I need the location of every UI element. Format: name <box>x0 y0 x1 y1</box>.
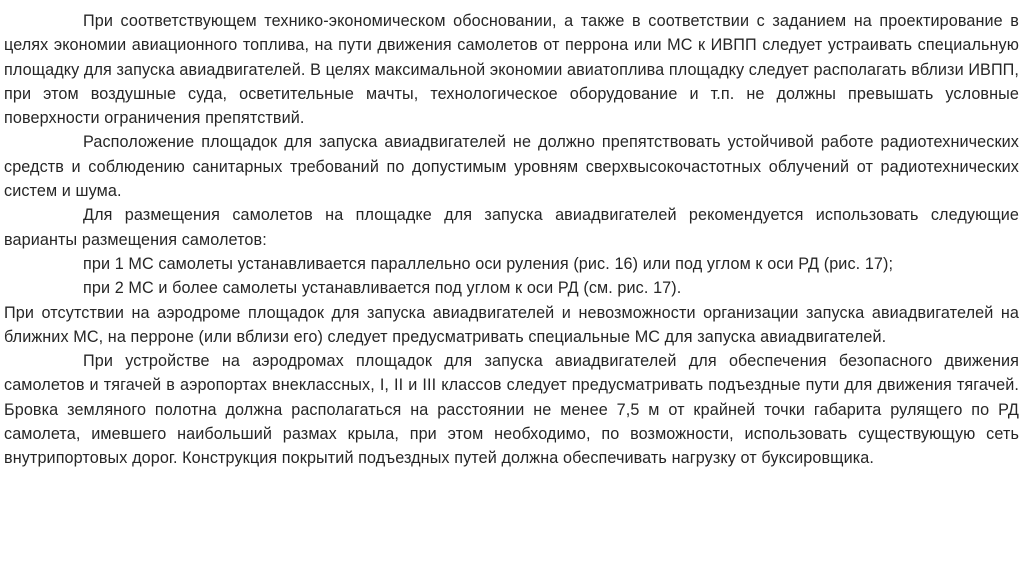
paragraph-engine-run-up-pad: При соответствующем технико-экономическом обосновании, а также в соответствии с заданием на проектирование в целях экономии авиационного топлива, на пути движения самолетов от перрона или МС к ИВПП следует устраивать специальную площадку для запуска авиадвигателей. В целях максимальной экономии авиатоплива площадку следует располагать вблизи ИВПП, при этом воздушные суда, осветительные мачты, технологическое оборудование и т.п. не должны превышать условные поверхности ограничения препятствий. <box>4 12 1020 128</box>
paragraph-no-pads: При отсутствии на аэродроме площадок для запуска авиадвигателей и невозможности организации запуска авиадвигателей на ближних МС, на перроне (или вблизи его) следует предусматривать специальные МС для запуска авиадвигателей. <box>4 303 1019 346</box>
paragraph-access-roads: При устройстве на аэродромах площадок для запуска авиадвигателей для обеспечения безопасного движения самолетов и тягачей в аэропортах внеклассных, I, II и III классов следует предусматривать подъездные пути для движения тягачей. Бровка земляного полотна должна располагаться на расстоянии не менее 7,5 м от крайней точки габарита рулящего по РД самолета, имевшего наибольший размах крыла, при этом необходимо, по возможности, использовать существующую сеть внутрипортовых дорог. Конструкция покрытий подъездных путей должна обеспечивать нагрузку от буксировщика. <box>4 352 1019 468</box>
list-item-one-stand: при 1 МС самолеты устанавливается параллельно оси руления (рис. 16) или под углом к оси РД (рис. 17); <box>83 254 894 273</box>
list-item-two-stands: при 2 МС и более самолеты устанавливается под углом к оси РД (см. рис. 17). <box>83 279 682 298</box>
document-body <box>4 9 1019 471</box>
paragraph-placement-options: Для размещения самолетов на площадке для запуска авиадвигателей рекомендуется использовать следующие варианты размещения самолетов: <box>4 206 1019 249</box>
paragraph-pad-location: Расположение площадок для запуска авиадвигателей не должно препятствовать устойчивой работе радиотехнических средств и соблюдению санитарных требований по допустимым уровням сверхвысокочастотных облучений от радиотехнических систем и шума. <box>4 133 1019 201</box>
